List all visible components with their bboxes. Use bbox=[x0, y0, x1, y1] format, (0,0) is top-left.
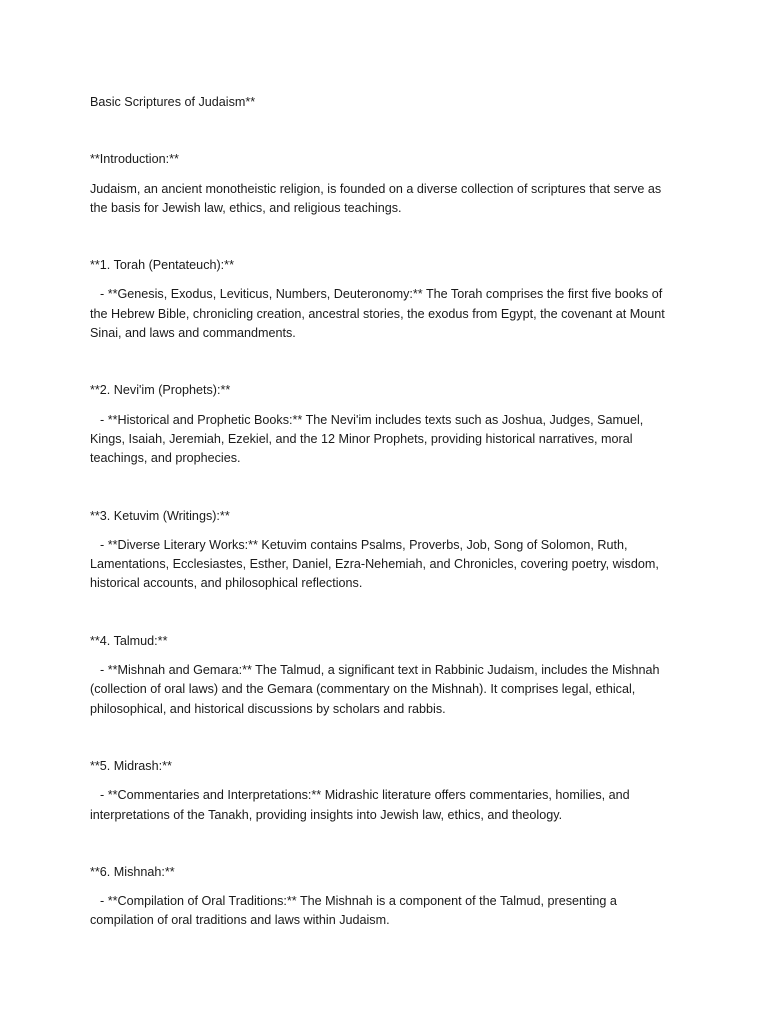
section-heading: **5. Midrash:** bbox=[90, 758, 172, 773]
section-bullet: - **Compilation of Oral Traditions:** The Mishnah is a component of the Talmud, presenting a compilation of oral traditions and laws within Judaism. bbox=[90, 894, 617, 928]
document-body bbox=[90, 93, 680, 931]
document-title: Basic Scriptures of Judaism** bbox=[90, 95, 256, 109]
section-heading: **6. Mishnah:** bbox=[90, 864, 175, 879]
section-talmud bbox=[90, 632, 680, 719]
section-heading: **3. Ketuvim (Writings):** bbox=[90, 508, 230, 523]
section-bullet: - **Diverse Literary Works:** Ketuvim contains Psalms, Proverbs, Job, Song of Solomon, Ruth, Lamentations, Ecclesiastes, Esther, Daniel, Ezra-Nehemiah, and Chronicles, covering poetry, wisdom, historical accounts, and philosophical reflections. bbox=[90, 537, 659, 591]
section-ketuvim bbox=[90, 507, 680, 594]
section-bullet: - **Commentaries and Interpretations:** Midrashic literature offers commentaries, homilies, and interpretations of the Tanakh, providing insights into Jewish law, ethics, and theology. bbox=[90, 788, 630, 822]
section-midrash bbox=[90, 757, 680, 825]
section-heading: **4. Talmud:** bbox=[90, 633, 168, 648]
section-mishnah bbox=[90, 863, 680, 931]
section-bullet: - **Genesis, Exodus, Leviticus, Numbers, Deuteronomy:** The Torah comprises the first five books of the Hebrew Bible, chronicling creation, ancestral stories, the exodus from Egypt, the covenant at Mount Sinai, and laws and commandments. bbox=[90, 287, 665, 341]
introduction-heading: **Introduction:** bbox=[90, 152, 179, 167]
section-torah bbox=[90, 256, 680, 343]
section-bullet: - **Mishnah and Gemara:** The Talmud, a significant text in Rabbinic Judaism, includes the Mishnah (collection of oral laws) and the Gemara (commentary on the Mishnah). It comprises legal, ethical, philosophical, and historical discussions by scholars and rabbis. bbox=[90, 663, 660, 716]
section-heading: **1. Torah (Pentateuch):** bbox=[90, 258, 234, 273]
section-heading: **2. Nevi'im (Prophets):** bbox=[90, 383, 231, 398]
introduction-text: Judaism, an ancient monotheistic religion, is founded on a diverse collection of scriptures that serve as the basis for Jewish law, ethics, and religious teachings. bbox=[90, 181, 662, 215]
section-bullet: - **Historical and Prophetic Books:** The Nevi'im includes texts such as Joshua, Judges, Samuel, Kings, Isaiah, Jeremiah, Ezekiel, and the 12 Minor Prophets, providing historical narratives, moral teachings, and prophecies. bbox=[90, 412, 644, 466]
section-neviim bbox=[90, 381, 680, 468]
